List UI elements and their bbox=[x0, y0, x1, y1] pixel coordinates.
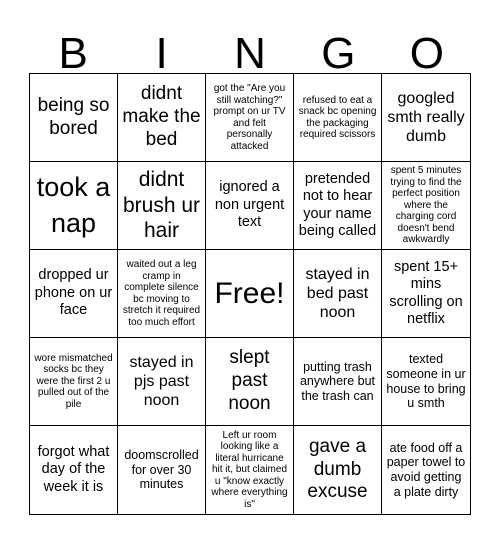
bingo-cell-19[interactable]: putting trash anywhere but the trash can bbox=[294, 338, 382, 426]
bingo-cell-10[interactable]: spent 5 minutes trying to find the perfect position where the charging cord doesn't bend awkwardly bbox=[382, 162, 470, 250]
bingo-cell-6[interactable]: took a nap bbox=[30, 162, 118, 250]
bingo-cell-21[interactable]: forgot what day of the week it is bbox=[30, 426, 118, 514]
bingo-cell-17[interactable]: stayed in pjs past noon bbox=[118, 338, 206, 426]
bingo-cell-18[interactable]: slept past noon bbox=[206, 338, 294, 426]
bingo-cell-16[interactable]: wore mismatched socks bc they were the first 2 u pulled out of the pile bbox=[30, 338, 118, 426]
header-letter-o: O bbox=[409, 29, 444, 78]
header-letter-g: G bbox=[321, 29, 356, 78]
bingo-header bbox=[29, 29, 471, 78]
header-letter-n: N bbox=[234, 29, 266, 78]
bingo-cell-22[interactable]: doomscrolled for over 30 minutes bbox=[118, 426, 206, 514]
bingo-cell-15[interactable]: spent 15+ mins scrolling on netflix bbox=[382, 250, 470, 338]
bingo-cell-25[interactable]: ate food off a paper towel to avoid getting a plate dirty bbox=[386, 440, 466, 499]
bingo-cell-7[interactable]: didnt brush ur hair bbox=[118, 162, 206, 250]
bingo-cell-5[interactable]: googled smth really dumb bbox=[382, 74, 470, 162]
bingo-cell-11[interactable]: dropped ur phone on ur face bbox=[30, 250, 118, 338]
bingo-cell-12[interactable]: waited out a leg cramp in complete silence bc moving to stretch it required too much effort bbox=[118, 250, 206, 338]
bingo-cell-2[interactable]: didnt make the bed bbox=[118, 74, 206, 162]
bingo-cell-1[interactable]: being so bored bbox=[30, 74, 118, 162]
header-letter-i: I bbox=[155, 29, 168, 78]
bingo-cell-23[interactable]: Left ur room looking like a literal hurricane hit it, but claimed u "know exactly where everything is" bbox=[206, 426, 294, 514]
bingo-cell-9[interactable]: pretended not to hear your name being called bbox=[294, 162, 382, 250]
bingo-card bbox=[29, 73, 471, 515]
bingo-cell-4[interactable]: refused to eat a snack bc opening the packaging required scissors bbox=[294, 74, 382, 162]
bingo-cell-free[interactable]: Free! bbox=[206, 250, 294, 338]
bingo-cell-8[interactable]: ignored a non urgent text bbox=[206, 162, 294, 250]
header-letter-b: B bbox=[58, 29, 88, 78]
bingo-cell-20[interactable]: texted someone in ur house to bring u smth bbox=[382, 338, 470, 426]
bingo-cell-24[interactable]: gave a dumb excuse bbox=[294, 426, 382, 514]
bingo-cell-3[interactable]: got the "Are you still watching?" prompt on ur TV and felt personally attacked bbox=[206, 74, 294, 162]
bingo-cell-14[interactable]: stayed in bed past noon bbox=[294, 250, 382, 338]
